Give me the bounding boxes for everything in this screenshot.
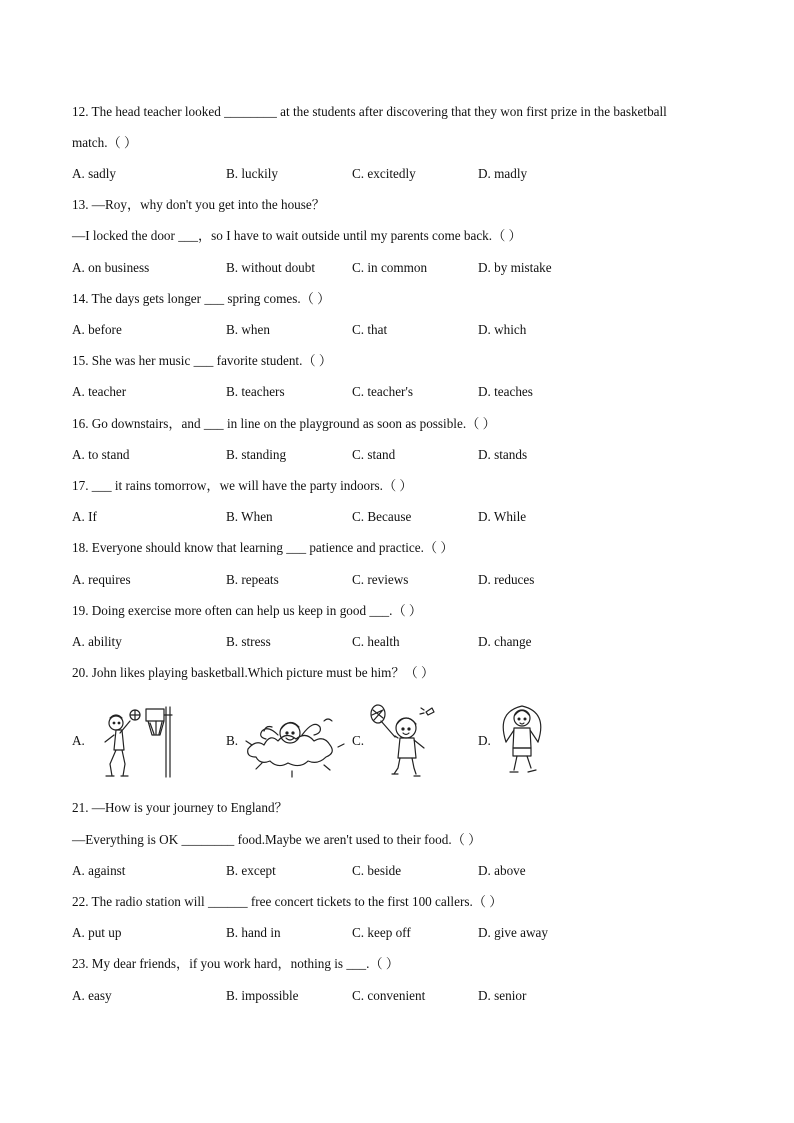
option-d[interactable]: D. give away [478,925,548,940]
question-19-options [0,634,794,650]
option-b[interactable]: B. impossible [226,988,299,1003]
option-b[interactable]: B. teachers [226,384,285,399]
option-c[interactable]: C. reviews [352,572,409,587]
option-b[interactable]: B. when [226,322,270,337]
option-b[interactable]: B. without doubt [226,260,316,275]
option-c[interactable]: C. beside [352,863,402,878]
picture-option-b[interactable]: B. [226,705,348,780]
picture-option-a[interactable]: A. [72,705,192,780]
question-22-stem: 22. The radio station will ______ free concert tickets to the first 100 callers.（ ） [72,894,503,909]
option-b[interactable]: B. except [226,863,276,878]
option-a[interactable]: A. requires [72,572,131,587]
option-d[interactable]: D. stands [478,447,528,462]
question-13-options [0,260,794,276]
option-c[interactable]: C. teacher's [352,384,413,399]
boy-badminton-icon [366,702,450,780]
question-12-stem-cont: match.（ ） [72,135,138,150]
option-a[interactable]: A. sadly [72,166,116,181]
question-12-stem: 12. The head teacher looked ________ at the students after discovering that they won first prize in the basketball [72,104,667,119]
question-21-stem: 21. —How is your journey to England？ [72,800,288,815]
question-13-stem-cont: —I locked the door ___，so I have to wait outside until my parents come back.（ ） [72,228,522,243]
question-18-options [0,572,794,588]
option-d[interactable]: D. by mistake [478,260,552,275]
picture-option-d[interactable]: D. [478,702,558,782]
option-b[interactable]: B. repeats [226,572,279,587]
option-c[interactable]: C. in common [352,260,428,275]
option-a[interactable]: A. on business [72,260,150,275]
question-15-options [0,384,794,400]
question-17-stem: 17. ___ it rains tomorrow，we will have the party indoors.（ ） [72,478,413,493]
option-c[interactable]: C. keep off [352,925,411,940]
question-14-options [0,322,794,338]
option-a[interactable]: A. to stand [72,447,130,462]
option-c[interactable]: C. Because [352,509,412,524]
question-23-options [0,988,794,1004]
option-d[interactable]: D. above [478,863,526,878]
question-13-stem: 13. —Roy，why don't you get into the house？ [72,197,325,212]
option-d[interactable]: D. change [478,634,532,649]
boy-jump-rope-icon [492,702,552,782]
question-20-stem: 20. John likes playing basketball.Which picture must be him？（ ） [72,665,435,680]
option-b[interactable]: B. hand in [226,925,281,940]
option-a[interactable]: A. put up [72,925,122,940]
option-d[interactable]: D. While [478,509,527,524]
boy-basketball-hoop-icon [88,705,184,780]
option-b[interactable]: B. When [226,509,273,524]
question-17-options [0,509,794,525]
question-12-options [0,166,794,182]
question-22-options [0,925,794,941]
question-14-stem: 14. The days gets longer ___ spring comes.（ ） [72,291,331,306]
picture-option-c[interactable]: C. [352,702,452,780]
option-a[interactable]: A. ability [72,634,122,649]
option-d[interactable]: D. which [478,322,527,337]
option-d[interactable]: D. madly [478,166,528,181]
option-d[interactable]: D. reduces [478,572,535,587]
option-d[interactable]: D. teaches [478,384,533,399]
question-18-stem: 18. Everyone should know that learning ___ patience and practice.（ ） [72,540,454,555]
question-23-stem: 23. My dear friends，if you work hard，nothing is ___.（ ） [72,956,400,971]
question-21-options [0,863,794,879]
option-c[interactable]: C. convenient [352,988,426,1003]
option-d[interactable]: D. senior [478,988,527,1003]
option-c[interactable]: C. excitedly [352,166,416,181]
question-15-stem: 15. She was her music ___ favorite student.（ ） [72,353,333,368]
question-16-stem: 16. Go downstairs，and ___ in line on the playground as soon as possible.（ ） [72,416,496,431]
boy-swimming-icon [242,705,346,780]
option-a[interactable]: A. before [72,322,122,337]
option-a[interactable]: A. teacher [72,384,127,399]
option-c[interactable]: C. health [352,634,400,649]
option-c[interactable]: C. that [352,322,388,337]
question-19-stem: 19. Doing exercise more often can help us keep in good ___.（ ） [72,603,423,618]
option-b[interactable]: B. standing [226,447,287,462]
question-16-options [0,447,794,463]
option-a[interactable]: A. against [72,863,126,878]
option-a[interactable]: A. If [72,509,97,524]
option-b[interactable]: B. stress [226,634,271,649]
option-a[interactable]: A. easy [72,988,112,1003]
option-c[interactable]: C. stand [352,447,396,462]
option-b[interactable]: B. luckily [226,166,279,181]
question-21-stem-cont: —Everything is OK ________ food.Maybe we aren't used to their food.（ ） [72,832,482,847]
